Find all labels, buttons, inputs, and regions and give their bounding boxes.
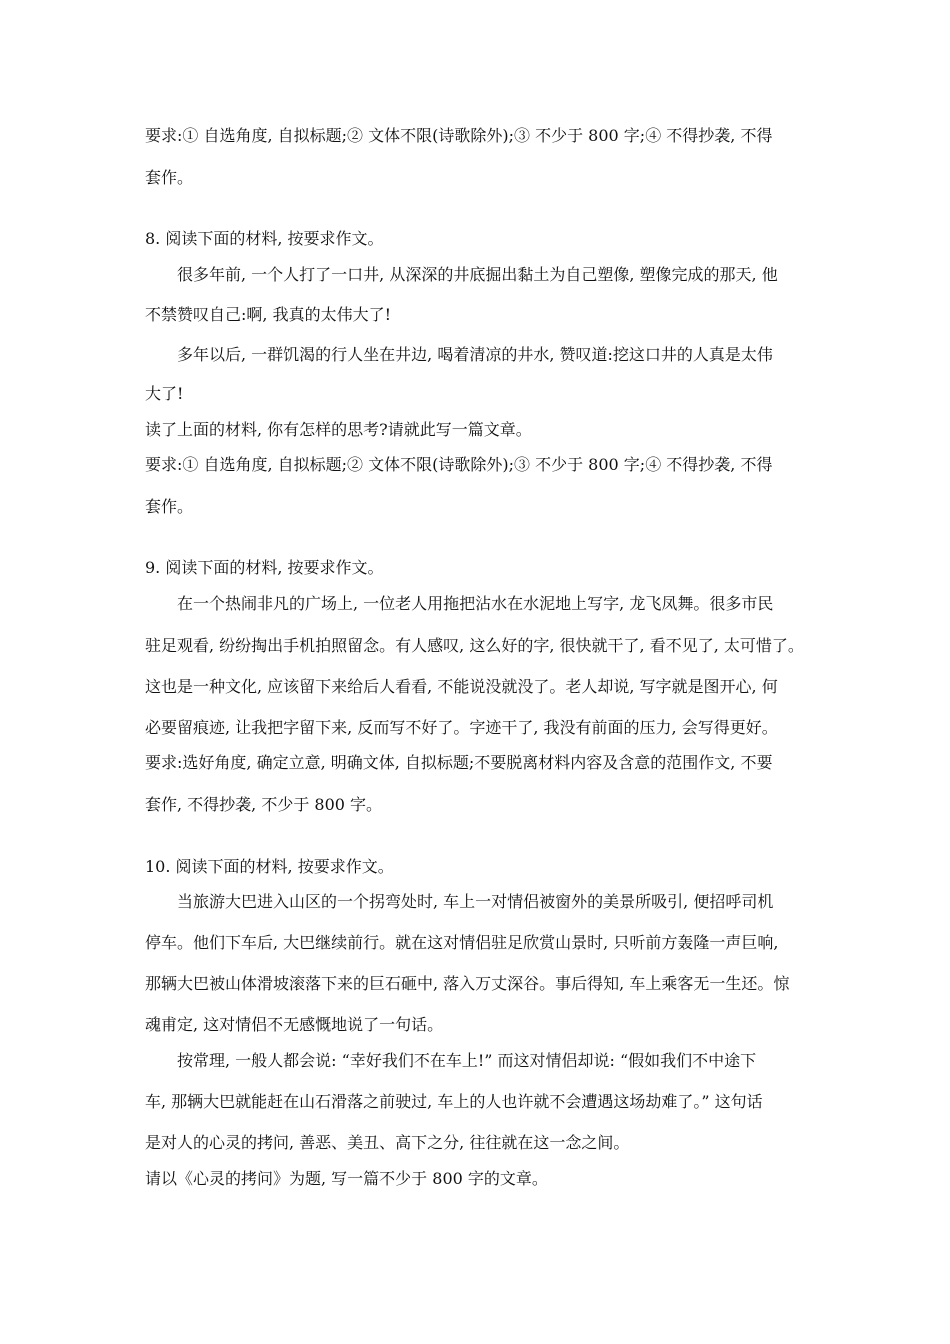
q8-requirement-line1: 要求:① 自选角度, 自拟标题;② 文体不限(诗歌除外);③ 不少于 800 字;④ 不得抄袭, 不得 bbox=[145, 455, 773, 474]
q9-requirement-line2: 套作, 不得抄袭, 不少于 800 字。 bbox=[145, 795, 383, 814]
q9-material-line4: 必要留痕迹, 让我把字留下来, 反而写不好了。字迹干了, 我没有前面的压力, 会写得更好。 bbox=[145, 718, 778, 737]
q7-requirement-line2: 套作。 bbox=[145, 168, 194, 187]
q8-requirement-line2: 套作。 bbox=[145, 497, 194, 516]
q8-prompt: 读了上面的材料, 你有怎样的思考?请就此写一篇文章。 bbox=[145, 420, 532, 439]
q10-heading: 10. 阅读下面的材料, 按要求作文。 bbox=[145, 857, 394, 876]
q8-material-line4: 大了! bbox=[145, 384, 184, 403]
q10-material-line2: 停车。他们下车后, 大巴继续前行。就在这对情侣驻足欣赏山景时, 只听前方轰隆一声巨响, bbox=[145, 933, 779, 952]
q9-material-line2: 驻足观看, 纷纷掏出手机拍照留念。有人感叹, 这么好的字, 很快就干了, 看不见了, 太可惜了。 bbox=[145, 636, 804, 655]
q10-material-line4: 魂甫定, 这对情侣不无感慨地说了一句话。 bbox=[145, 1015, 444, 1034]
q10-material-line5: 按常理, 一般人都会说: “幸好我们不在车上!” 而这对情侣却说: “假如我们不中途下 bbox=[177, 1051, 757, 1070]
q9-material-line1: 在一个热闹非凡的广场上, 一位老人用拖把沾水在水泥地上写字, 龙飞凤舞。很多市民 bbox=[177, 594, 774, 613]
q8-material-line1: 很多年前, 一个人打了一口井, 从深深的井底掘出黏土为自己塑像, 塑像完成的那天, 他 bbox=[177, 265, 778, 284]
q10-material-line6: 车, 那辆大巴就能赶在山石滑落之前驶过, 车上的人也许就不会遭遇这场劫难了。” 这句话 bbox=[145, 1092, 763, 1111]
q10-material-line7: 是对人的心灵的拷问, 善恶、美丑、高下之分, 往往就在这一念之间。 bbox=[145, 1133, 630, 1152]
q7-requirement-line1: 要求:① 自选角度, 自拟标题;② 文体不限(诗歌除外);③ 不少于 800 字;④ 不得抄袭, 不得 bbox=[145, 126, 773, 145]
q9-heading: 9. 阅读下面的材料, 按要求作文。 bbox=[145, 558, 384, 577]
q8-heading: 8. 阅读下面的材料, 按要求作文。 bbox=[145, 229, 384, 248]
q9-requirement-line1: 要求:选好角度, 确定立意, 明确文体, 自拟标题;不要脱离材料内容及含意的范围作文, 不要 bbox=[145, 753, 773, 772]
q10-prompt: 请以《心灵的拷问》为题, 写一篇不少于 800 字的文章。 bbox=[145, 1169, 548, 1188]
q8-material-line2: 不禁赞叹自己:啊, 我真的太伟大了! bbox=[145, 305, 391, 324]
q10-material-line3: 那辆大巴被山体滑坡滚落下来的巨石砸中, 落入万丈深谷。事后得知, 车上乘客无一生还。惊 bbox=[145, 974, 790, 993]
q9-material-line3: 这也是一种文化, 应该留下来给后人看看, 不能说没就没了。老人却说, 写字就是图开心, 何 bbox=[145, 677, 778, 696]
q8-material-line3: 多年以后, 一群饥渴的行人坐在井边, 喝着清凉的井水, 赞叹道:挖这口井的人真是太伟 bbox=[177, 345, 773, 364]
q10-material-line1: 当旅游大巴进入山区的一个拐弯处时, 车上一对情侣被窗外的美景所吸引, 便招呼司机 bbox=[177, 892, 774, 911]
